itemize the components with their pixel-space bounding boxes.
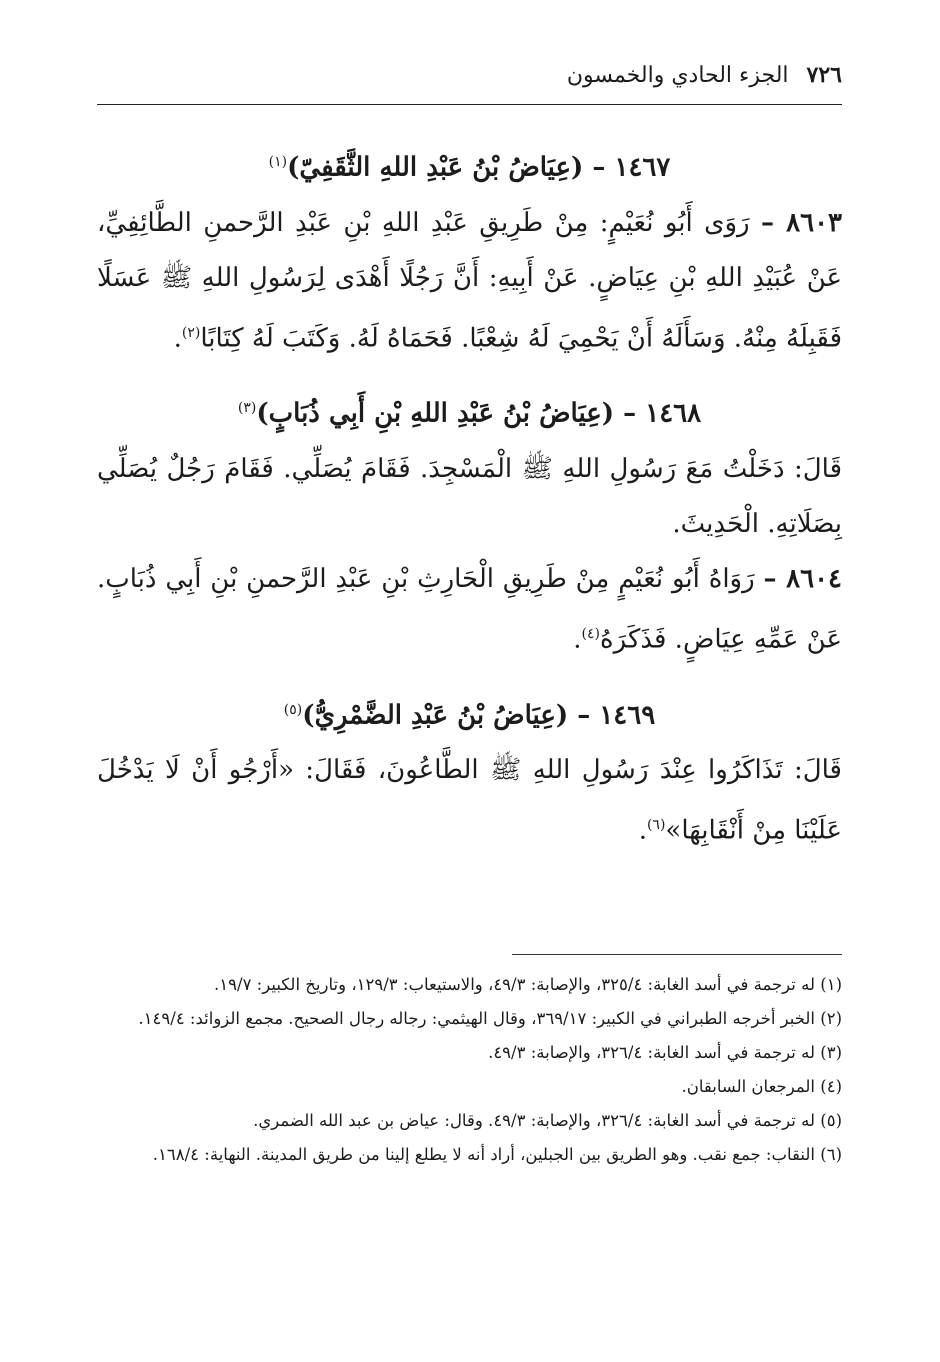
entry-title: (عِيَاضُ بْنُ عَبْدِ اللهِ بْنِ أَبِي ذُبَابٍ) xyxy=(256,398,615,429)
footnote: (٢) الخبر أخرجه الطبراني في الكبير: ٣٦٩/١٧، وقال الهيثمي: رجاله رجال الصحيح. مجمع الزوائد: ١٤٩/٤. xyxy=(138,1009,842,1028)
footnotes xyxy=(97,968,842,1172)
footnote-ref: (٥) xyxy=(283,701,303,718)
footnote-ref: (٤) xyxy=(581,625,600,642)
footnote-ref: (٢) xyxy=(181,324,201,341)
hadith-number: ٨٦٠٤ – xyxy=(763,563,842,594)
entry-number: ١٤٦٨ – xyxy=(623,398,702,429)
entry-number: ١٤٦٧ – xyxy=(592,152,671,183)
hadith-text: رَوَاهُ أَبُو نُعَيْمٍ مِنْ طَرِيقِ الْحَارِثِ بْنِ عَبْدِ الرَّحمنِ بْنِ أَبِي ذُبَابٍ. عَنْ عَمِّهِ عِيَاضٍ. فَذَكَرَهُ xyxy=(97,563,842,655)
footnote-ref: (٦) xyxy=(646,817,666,834)
entry-heading xyxy=(97,138,842,192)
sentence-end: . xyxy=(638,815,647,846)
hadith-text: قَالَ: دَخَلْتُ مَعَ رَسُولِ اللهِ ﷺ الْمَسْجِدَ. فَقَامَ يُصَلِّي. فَقَامَ رَجُلٌ يُصَلِّي بِصَلَاتِهِ. الْحَدِيثَ. xyxy=(97,453,842,539)
footnote: (٤) المرجعان السابقان. xyxy=(681,1077,842,1096)
entry-heading xyxy=(97,384,842,438)
entry-title: (عِيَاضُ بْنُ عَبْدِ الضَّمْرِيُّ) xyxy=(302,700,569,731)
sentence-end: . xyxy=(173,323,182,354)
hadith-number: ٨٦٠٣ – xyxy=(760,207,842,238)
footnote-ref: (١) xyxy=(268,154,288,170)
hadith-paragraph xyxy=(97,743,842,859)
hadith-paragraph xyxy=(97,442,842,552)
page-number: ٧٢٦ xyxy=(806,62,842,88)
hadith-paragraph xyxy=(97,552,842,668)
sentence-end: . xyxy=(573,624,582,655)
header-divider xyxy=(97,104,842,105)
hadith-text: رَوَى أَبُو نُعَيْمٍ: مِنْ طَرِيقِ عَبْدِ اللهِ بْنِ عَبْدِ الرَّحمنِ الطَّائِفِيِّ، عَنْ عُبَيْدِ اللهِ بْنِ عِيَاضٍ. عَنْ أَبِيهِ: أَنَّ رَجُلًا أَهْدَى لِرَسُولِ اللهِ ﷺ عَسَلًا فَقَبِلَهُ مِنْهُ. وَسَأَلَهُ أَنْ يَحْمِيَ لَهُ شِعْبًا. فَحَمَاهُ لَهُ. وَكَتَبَ لَهُ كِتَابًا xyxy=(97,207,842,354)
footnote: (٥) له ترجمة في أسد الغابة: ٣٢٦/٤، والإصابة: ٤٩/٣. وقال: عياض بن عبد الله الضمري. xyxy=(253,1111,842,1130)
running-header xyxy=(97,62,842,88)
entry-heading xyxy=(97,686,842,740)
main-text xyxy=(97,138,842,859)
footnote: (١) له ترجمة في أسد الغابة: ٣٢٥/٤، والإصابة: ٤٩/٣، والاستيعاب: ١٢٩/٣، وتاريخ الكبير: ١٩/٧. xyxy=(214,975,842,994)
section-gap xyxy=(97,366,842,384)
footnote-ref: (٣) xyxy=(237,400,257,417)
entry-number: ١٤٦٩ – xyxy=(577,700,656,731)
hadith-paragraph xyxy=(97,196,842,367)
footnote: (٦) النقاب: جمع نقب. وهو الطريق بين الجبلين، أراد أنه لا يطلع إلينا من طريق المدينة. النهاية: ١٦٨/٤. xyxy=(152,1145,842,1164)
footnote-divider xyxy=(512,954,842,955)
section-gap xyxy=(97,668,842,686)
running-title: الجزء الحادي والخمسون xyxy=(566,63,789,88)
hadith-text: قَالَ: تَذَاكَرُوا عِنْدَ رَسُولِ اللهِ ﷺ الطَّاعُونَ، فَقَالَ: «أَرْجُو أَنْ لَا يَدْخُلَ عَلَيْنَا مِنْ أَنْقَابِهَا» xyxy=(97,755,842,846)
footnote: (٣) له ترجمة في أسد الغابة: ٣٢٦/٤، والإصابة: ٤٩/٣. xyxy=(488,1043,842,1062)
entry-title: (عِيَاضُ بْنُ عَبْدِ اللهِ الثَّقَفِيّ) xyxy=(287,152,584,183)
